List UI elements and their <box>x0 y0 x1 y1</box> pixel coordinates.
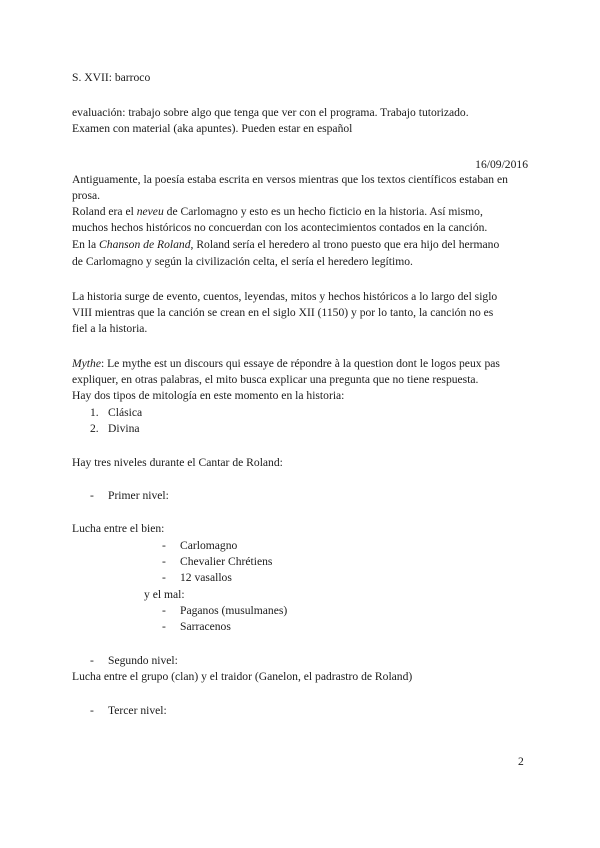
bien-item: Chevalier Chrétiens <box>180 555 273 568</box>
mythe-line-1 <box>72 356 528 372</box>
segundo-nivel-label: Segundo nivel: <box>108 654 178 667</box>
niveles-intro: Hay tres niveles durante el Cantar de Roland: <box>72 456 283 469</box>
dash-bullet: - <box>90 704 94 717</box>
primer-nivel-label: Primer nivel: <box>108 489 169 502</box>
historia-line-1: La historia surge de evento, cuentos, leyendas, mitos y hechos históricos a lo largo del siglo <box>72 290 498 303</box>
tercer-nivel-label: Tercer nivel: <box>108 704 167 717</box>
tipo-2-label: Divina <box>108 422 140 435</box>
dash-bullet: - <box>162 604 166 617</box>
neveu-italic: neveu <box>136 205 164 218</box>
chanson-line-2: de Carlomagno y según la civilización celta, el sería el heredero legítimo. <box>72 255 413 268</box>
dash-bullet: - <box>162 539 166 552</box>
heading-century: S. XVII: barroco <box>72 71 151 84</box>
roland-text-b: de Carlomagno y esto es un hecho ficticio en la historia. Así mismo, <box>163 205 483 218</box>
dash-bullet: - <box>162 555 166 568</box>
roland-line-1 <box>72 204 528 220</box>
chanson-text-a: En la <box>72 238 100 251</box>
historia-line-3: fiel a la historia. <box>72 322 148 335</box>
antiguamente-line-2: prosa. <box>72 189 101 202</box>
historia-line-2: VIII mientras que la canción se crean en el siglo XII (1150) y por lo tanto, la canción no es <box>72 306 494 319</box>
segundo-nivel-description: Lucha entre el grupo (clan) y el traidor (Ganelon, el padrastro de Roland) <box>72 670 413 683</box>
mal-label: y el mal: <box>144 588 185 601</box>
mythe-term-italic: Mythe <box>72 357 101 370</box>
roland-line-2: muchos hechos históricos no concuerdan con los acontecimientos contados en la canción. <box>72 221 488 234</box>
tipo-1-label: Clásica <box>108 406 143 419</box>
page-number: 2 <box>518 755 524 768</box>
mal-item: Paganos (musulmanes) <box>180 604 288 617</box>
bien-item: 12 vasallos <box>180 571 232 584</box>
lucha-bien-label: Lucha entre el bien: <box>72 522 165 535</box>
bien-item: Carlomagno <box>180 539 238 552</box>
roland-text-a: Roland era el <box>72 205 137 218</box>
evaluacion-line-1: evaluación: trabajo sobre algo que tenga que ver con el programa. Trabajo tutorizado. <box>72 106 469 119</box>
mythe-line-2: expliquer, en otras palabras, el mito busca explicar una pregunta que no tiene respuesta. <box>72 373 479 386</box>
dash-bullet: - <box>90 654 94 667</box>
mythe-line-3: Hay dos tipos de mitología en este momento en la historia: <box>72 389 345 402</box>
mythe-text: : Le mythe est un discours qui essaye de répondre à la question dont le logos peux pas <box>100 357 500 370</box>
chanson-text-b: , Roland sería el heredero al trono puesto que era hijo del hermano <box>190 238 500 251</box>
antiguamente-line-1: Antiguamente, la poesía estaba escrita en versos mientras que los textos científicos estaban en <box>72 173 508 186</box>
tipo-1-number: 1. <box>90 406 99 419</box>
dash-bullet: - <box>90 489 94 502</box>
mal-item: Sarracenos <box>180 620 231 633</box>
chanson-line-1 <box>72 237 528 253</box>
chanson-title-italic: Chanson de Roland <box>99 238 191 251</box>
dash-bullet: - <box>162 571 166 584</box>
dash-bullet: - <box>162 620 166 633</box>
evaluacion-line-2: Examen con material (aka apuntes). Pueden estar en español <box>72 122 353 135</box>
date: 16/09/2016 <box>475 158 528 171</box>
tipo-2-number: 2. <box>90 422 99 435</box>
